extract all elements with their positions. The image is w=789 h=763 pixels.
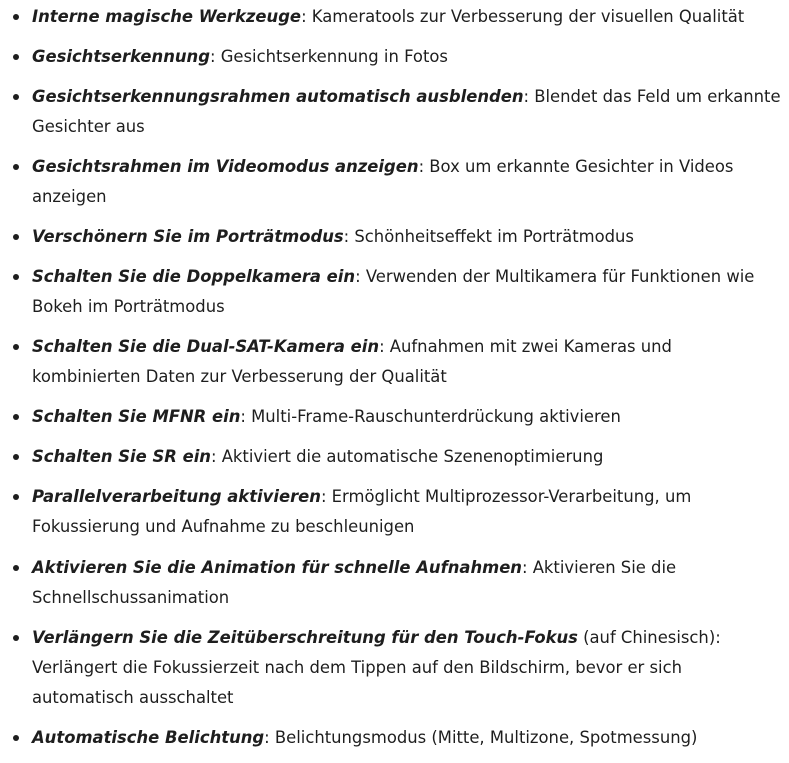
item-term: Schalten Sie die Doppelkamera ein bbox=[32, 267, 356, 286]
item-description: : Ermöglicht Multiprozessor-Verarbeitung, um Fokussierung und Aufnahme zu beschleunigen bbox=[32, 487, 692, 536]
item-description: : Aktivieren Sie die Schnellschussanimation bbox=[32, 558, 677, 607]
list-item bbox=[0, 482, 789, 542]
list-item bbox=[0, 553, 789, 613]
list-item bbox=[0, 2, 789, 32]
item-term: Schalten Sie MFNR ein bbox=[32, 407, 241, 426]
item-description: : Multi-Frame-Rauschunterdrückung aktivieren bbox=[240, 407, 621, 426]
bullet-icon bbox=[13, 735, 19, 741]
list-item bbox=[0, 152, 789, 212]
list-item bbox=[0, 42, 789, 72]
item-description: : Box um erkannte Gesichter in Videos anzeigen bbox=[32, 157, 734, 206]
item-term: Schalten Sie SR ein bbox=[32, 447, 211, 466]
item-description: : Aufnahmen mit zwei Kameras und kombinierten Daten zur Verbesserung der Qualität bbox=[32, 337, 672, 386]
item-term: Verschönern Sie im Porträtmodus bbox=[32, 227, 344, 246]
item-description: : Verwenden der Multikamera für Funktionen wie Bokeh im Porträtmodus bbox=[32, 267, 755, 316]
list-item bbox=[0, 723, 789, 753]
list-item bbox=[0, 222, 789, 252]
item-description: (auf Chinesisch): Verlängert die Fokussierzeit nach dem Tippen auf den Bildschirm, bevor er sich automatisch ausschaltet bbox=[32, 628, 721, 707]
item-term: Schalten Sie die Dual-SAT-Kamera ein bbox=[32, 337, 380, 356]
bullet-icon bbox=[13, 454, 19, 460]
item-description: : Aktiviert die automatische Szenenoptimierung bbox=[210, 447, 604, 466]
bullet-icon bbox=[13, 344, 19, 350]
item-term: Verlängern Sie die Zeitüberschreitung für den Touch-Fokus bbox=[32, 628, 578, 647]
list-item bbox=[0, 82, 789, 142]
list-item bbox=[0, 402, 789, 432]
bullet-icon bbox=[13, 54, 19, 60]
item-term: Aktivieren Sie die Animation für schnelle Aufnahmen bbox=[32, 558, 522, 577]
list-item bbox=[0, 442, 789, 472]
bullet-icon bbox=[13, 14, 19, 20]
item-description: : Gesichtserkennung in Fotos bbox=[209, 47, 448, 66]
bullet-icon bbox=[13, 494, 19, 500]
bullet-icon bbox=[13, 274, 19, 280]
item-term: Gesichtserkennung bbox=[32, 47, 210, 66]
item-term: Interne magische Werkzeuge bbox=[32, 7, 302, 26]
item-description: : Kameratools zur Verbesserung der visuellen Qualität bbox=[301, 7, 745, 26]
item-description: : Blendet das Feld um erkannte Gesichter aus bbox=[32, 87, 781, 136]
bullet-icon bbox=[13, 635, 19, 641]
bullet-icon bbox=[13, 414, 19, 420]
list-item bbox=[0, 623, 789, 713]
bullet-icon bbox=[13, 94, 19, 100]
bullet-icon bbox=[13, 565, 19, 571]
item-term: Parallelverarbeitung aktivieren bbox=[32, 487, 321, 506]
item-term: Gesichtserkennungsrahmen automatisch ausblenden bbox=[32, 87, 524, 106]
bullet-icon bbox=[13, 164, 19, 170]
bullet-icon bbox=[13, 234, 19, 240]
item-description: : Schönheitseffekt im Porträtmodus bbox=[343, 227, 634, 246]
list-item bbox=[0, 332, 789, 392]
item-description: : Belichtungsmodus (Mitte, Multizone, Spotmessung) bbox=[264, 728, 698, 747]
item-term: Gesichtsrahmen im Videomodus anzeigen bbox=[32, 157, 419, 176]
item-term: Automatische Belichtung bbox=[32, 728, 265, 747]
list-item bbox=[0, 262, 789, 322]
